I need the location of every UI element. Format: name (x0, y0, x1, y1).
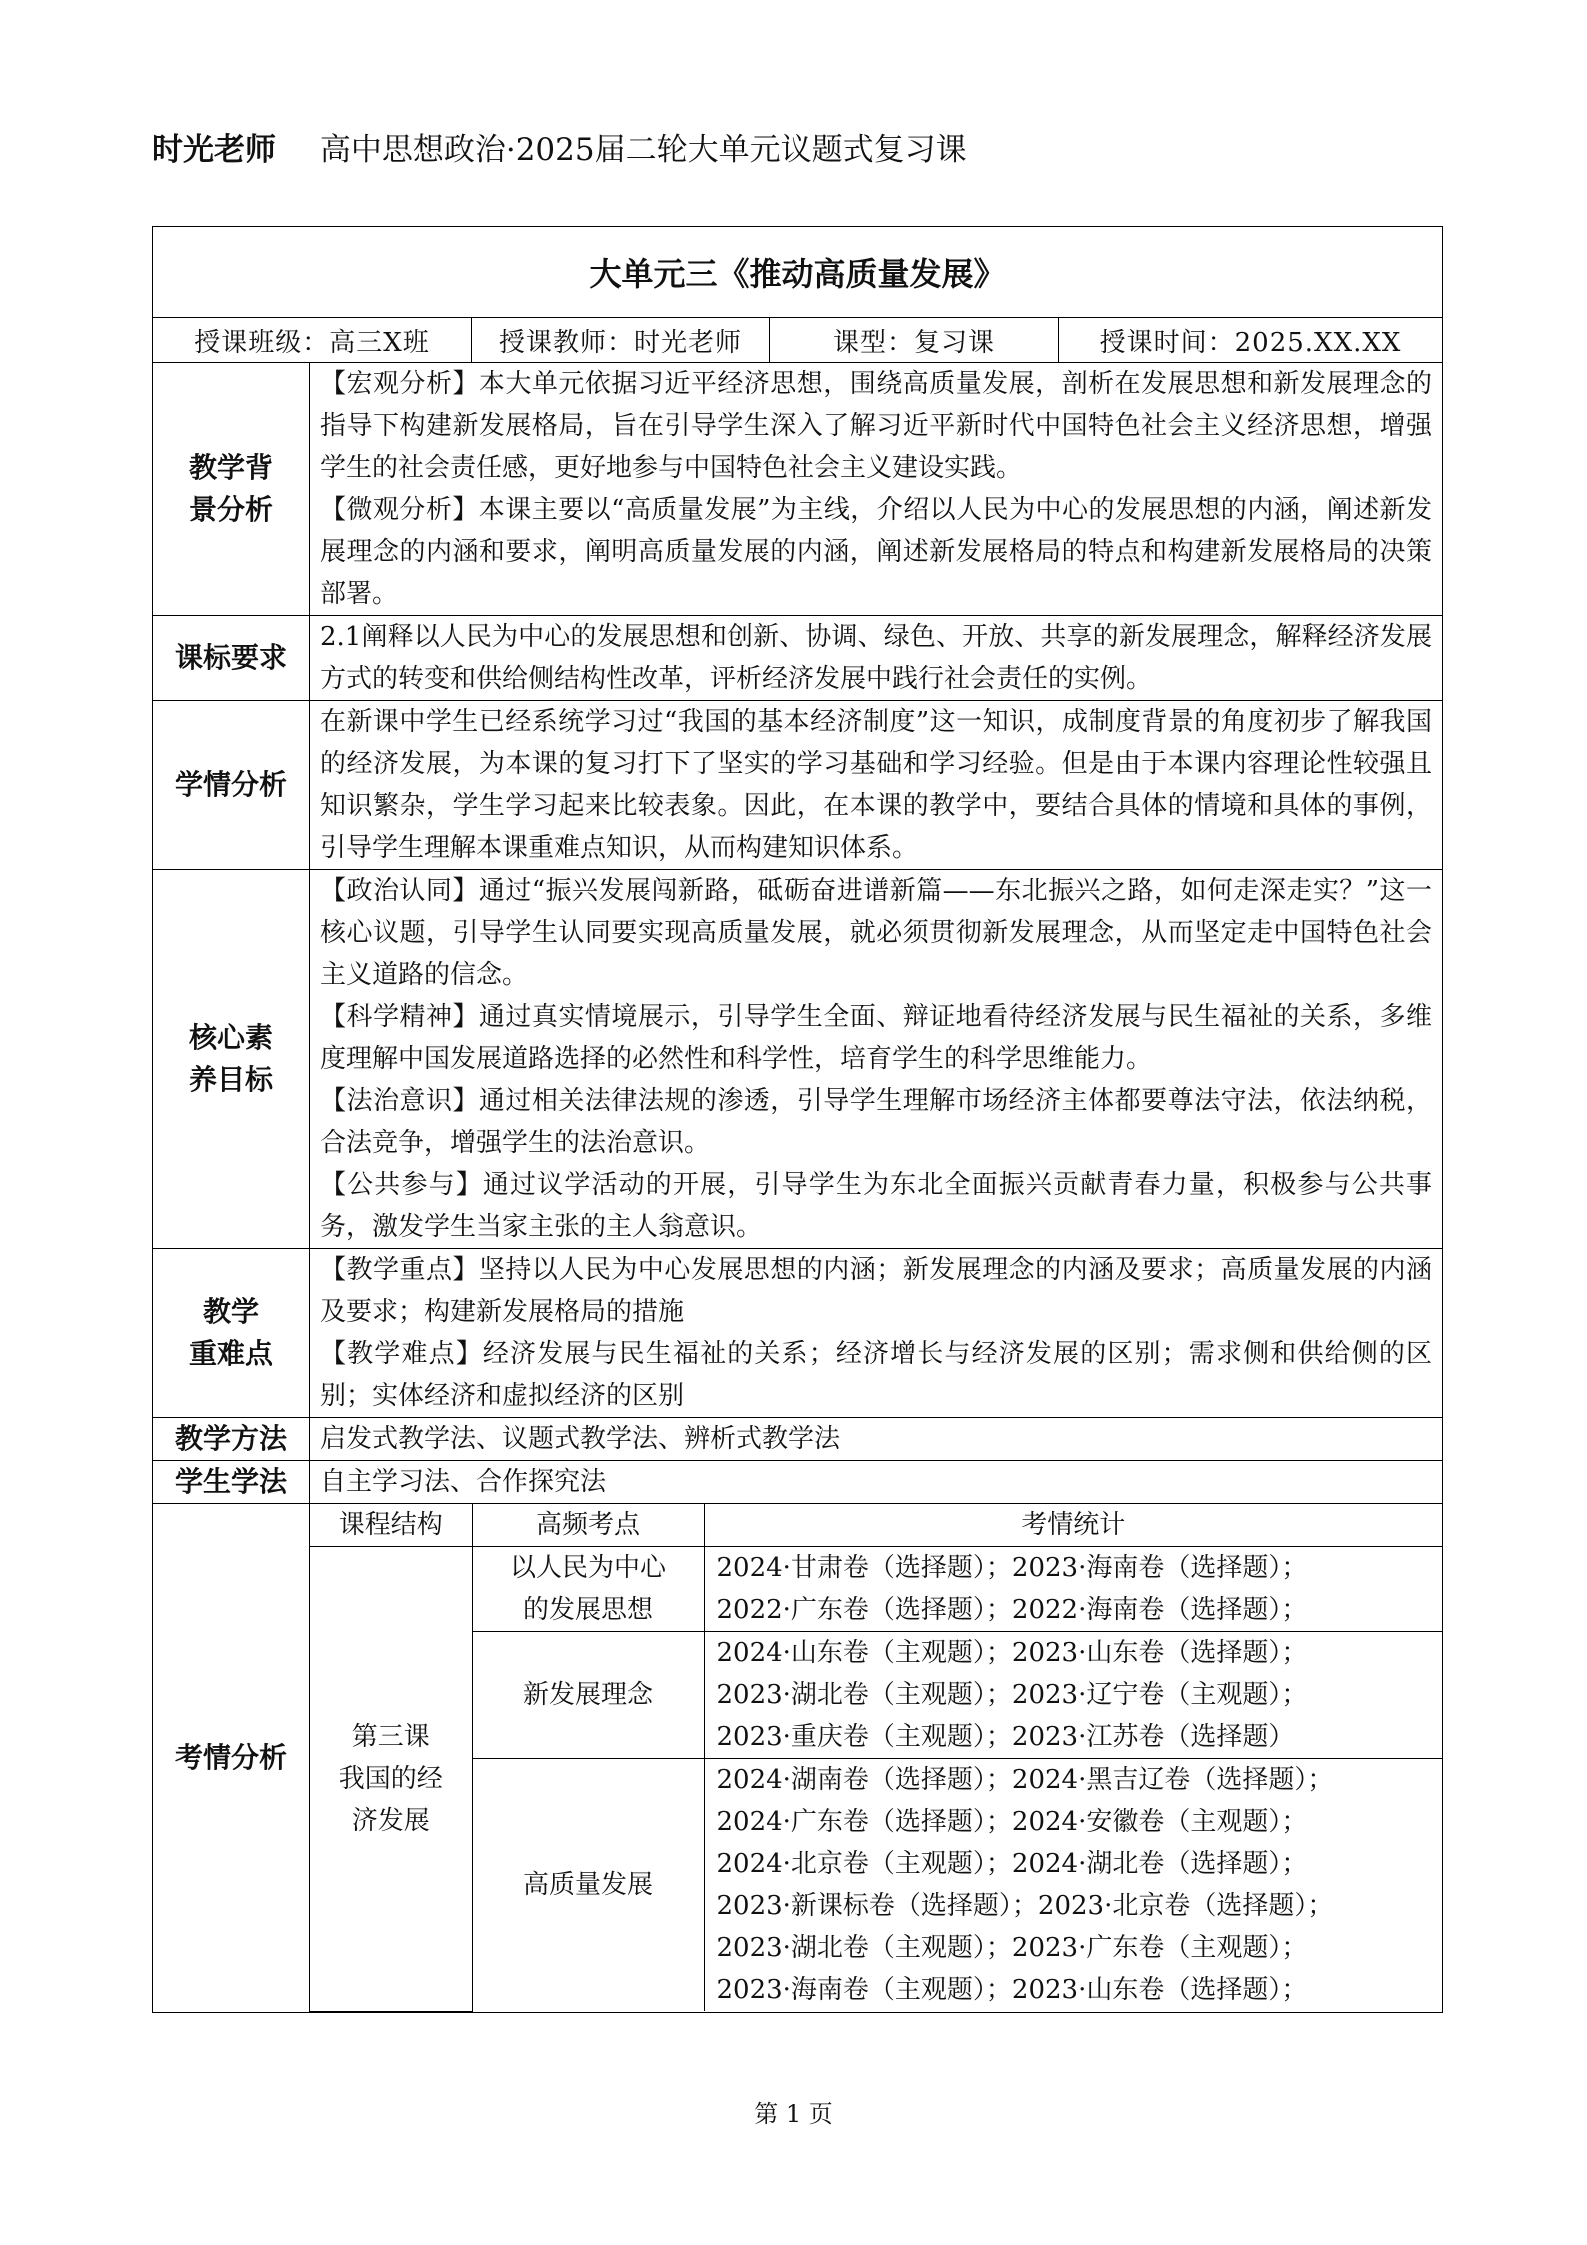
keypoints-key: 【教学重点】坚持以人民为中心发展思想的内涵；新发展理念的内涵及要求；高质量发展的内涵及要求；构建新发展格局的措施 (320, 1255, 1433, 1327)
exam-stats: 2024·甘肃卷（选择题）；2023·海南卷（选择题）； 2022·广东卷（选择题）；2022·海南卷（选择题）； (704, 1547, 1442, 1632)
keypoints-content (310, 1249, 1443, 1418)
exam-analysis-table (310, 1504, 1442, 2012)
row-label-background: 教学背景分析 (153, 363, 310, 616)
lesson-plan-table (152, 226, 1443, 2013)
exam-structure: 第三课 我国的经 济发展 (310, 1547, 472, 2012)
exam-topic: 以人民为中心 的发展思想 (472, 1547, 704, 1632)
info-teacher: 授课教师：时光老师 (472, 318, 770, 363)
exam-stats: 2024·湖南卷（选择题）；2024·黑吉辽卷（选择题）； 2024·广东卷（选择题）；2024·安徽卷（主观题）； 2024·北京卷（主观题）；2024·湖北卷（选择题）； 2023·新课标卷（选择题）；2023·北京卷（选择题）； 2023·湖北卷（主观题）；2023·广东卷（主观题）； 2023·海南卷（主观题）；2023·山东卷（选择题）； (704, 1759, 1442, 2012)
exam-cell (310, 1504, 1443, 2013)
row-label-keypoints: 教学 重难点 (153, 1249, 310, 1418)
lesson-title: 大单元三《推动高质量发展》 (153, 227, 1443, 318)
info-type: 课型：复习课 (770, 318, 1059, 363)
background-macro: 【宏观分析】本大单元依据习近平经济思想，围绕高质量发展，剖析在发展思想和新发展理念的指导下构建新发展格局，旨在引导学生深入了解习近平新时代中国特色社会主义经济思想，增强学生的社会责任感，更好地参与中国特色社会主义建设实践。 (320, 369, 1433, 483)
literacy-public: 【公共参与】通过议学活动的开展，引导学生为东北全面振兴贡献青春力量，积极参与公共事务，激发学生当家主张的主人翁意识。 (320, 1170, 1433, 1242)
keypoints-difficult: 【教学难点】经济发展与民生福祉的关系；经济增长与经济发展的区别；需求侧和供给侧的区别；实体经济和虚拟经济的区别 (320, 1339, 1433, 1411)
exam-topic: 高质量发展 (472, 1759, 704, 2012)
exam-header-topic: 高频考点 (472, 1504, 704, 1547)
learning-content: 自主学习法、合作探究法 (310, 1461, 1443, 1504)
exam-row (310, 1547, 1442, 1632)
background-content (310, 363, 1443, 616)
exam-header-stats: 考情统计 (704, 1504, 1442, 1547)
row-label-standard: 课标要求 (153, 616, 310, 701)
info-class: 授课班级：高三X班 (153, 318, 472, 363)
page-number: 第 1 页 (754, 2100, 833, 2128)
row-label-exam: 考情分析 (153, 1504, 310, 2013)
students-text: 在新课中学生已经系统学习过“我国的基本经济制度”这一知识，成制度背景的角度初步了解我国的经济发展，为本课的复习打下了坚实的学习基础和学习经验。但是由于本课内容理论性较强且知识繁杂，学生学习起来比较表象。因此，在本课的教学中，要结合具体的情境和具体的事例，引导学生理解本课重难点知识，从而构建知识体系。 (320, 707, 1433, 863)
row-label-methods: 教学方法 (153, 1418, 310, 1461)
methods-content: 启发式教学法、议题式教学法、辨析式教学法 (310, 1418, 1443, 1461)
literacy-science: 【科学精神】通过真实情境展示，引导学生全面、辩证地看待经济发展与民生福祉的关系，多维度理解中国发展道路选择的必然性和科学性，培育学生的科学思维能力。 (320, 1002, 1433, 1074)
students-content (310, 701, 1443, 870)
row-label-learning: 学生学法 (153, 1461, 310, 1504)
exam-row (310, 1632, 1442, 1759)
header-author: 时光老师 (152, 132, 276, 168)
background-micro: 【微观分析】本课主要以“高质量发展”为主线，介绍以人民为中心的发展思想的内涵，阐述新发展理念的内涵和要求，阐明高质量发展的内涵，阐述新发展格局的特点和构建新发展格局的决策部署。 (320, 495, 1433, 609)
standard-text: 2.1阐释以人民为中心的发展思想和创新、协调、绿色、开放、共享的新发展理念，解释经济发展方式的转变和供给侧结构性改革，评析经济发展中践行社会责任的实例。 (320, 622, 1433, 694)
exam-topic: 新发展理念 (472, 1632, 704, 1759)
literacy-law: 【法治意识】通过相关法律法规的渗透，引导学生理解市场经济主体都要尊法守法，依法纳税，合法竞争，增强学生的法治意识。 (320, 1086, 1433, 1158)
row-label-literacy: 核心素养目标 (153, 870, 310, 1249)
page-header (152, 124, 967, 169)
info-time: 授课时间：2025.XX.XX (1059, 318, 1443, 363)
row-label-students: 学情分析 (153, 701, 310, 870)
header-course: 高中思想政治·2025届二轮大单元议题式复习课 (319, 132, 967, 168)
exam-stats: 2024·山东卷（主观题）；2023·山东卷（选择题）； 2023·湖北卷（主观题）；2023·辽宁卷（主观题）； 2023·重庆卷（主观题）；2023·江苏卷（选择题） (704, 1632, 1442, 1759)
exam-header-structure: 课程结构 (310, 1504, 472, 1547)
literacy-political: 【政治认同】通过“振兴发展闯新路，砥砺奋进谱新篇——东北振兴之路，如何走深走实？”这一核心议题，引导学生认同要实现高质量发展，就必须贯彻新发展理念，从而坚定走中国特色社会主义道路的信念。 (320, 876, 1433, 990)
exam-row (310, 1759, 1442, 2012)
literacy-content (310, 870, 1443, 1249)
standard-content (310, 616, 1443, 701)
exam-header-row (310, 1504, 1442, 1547)
